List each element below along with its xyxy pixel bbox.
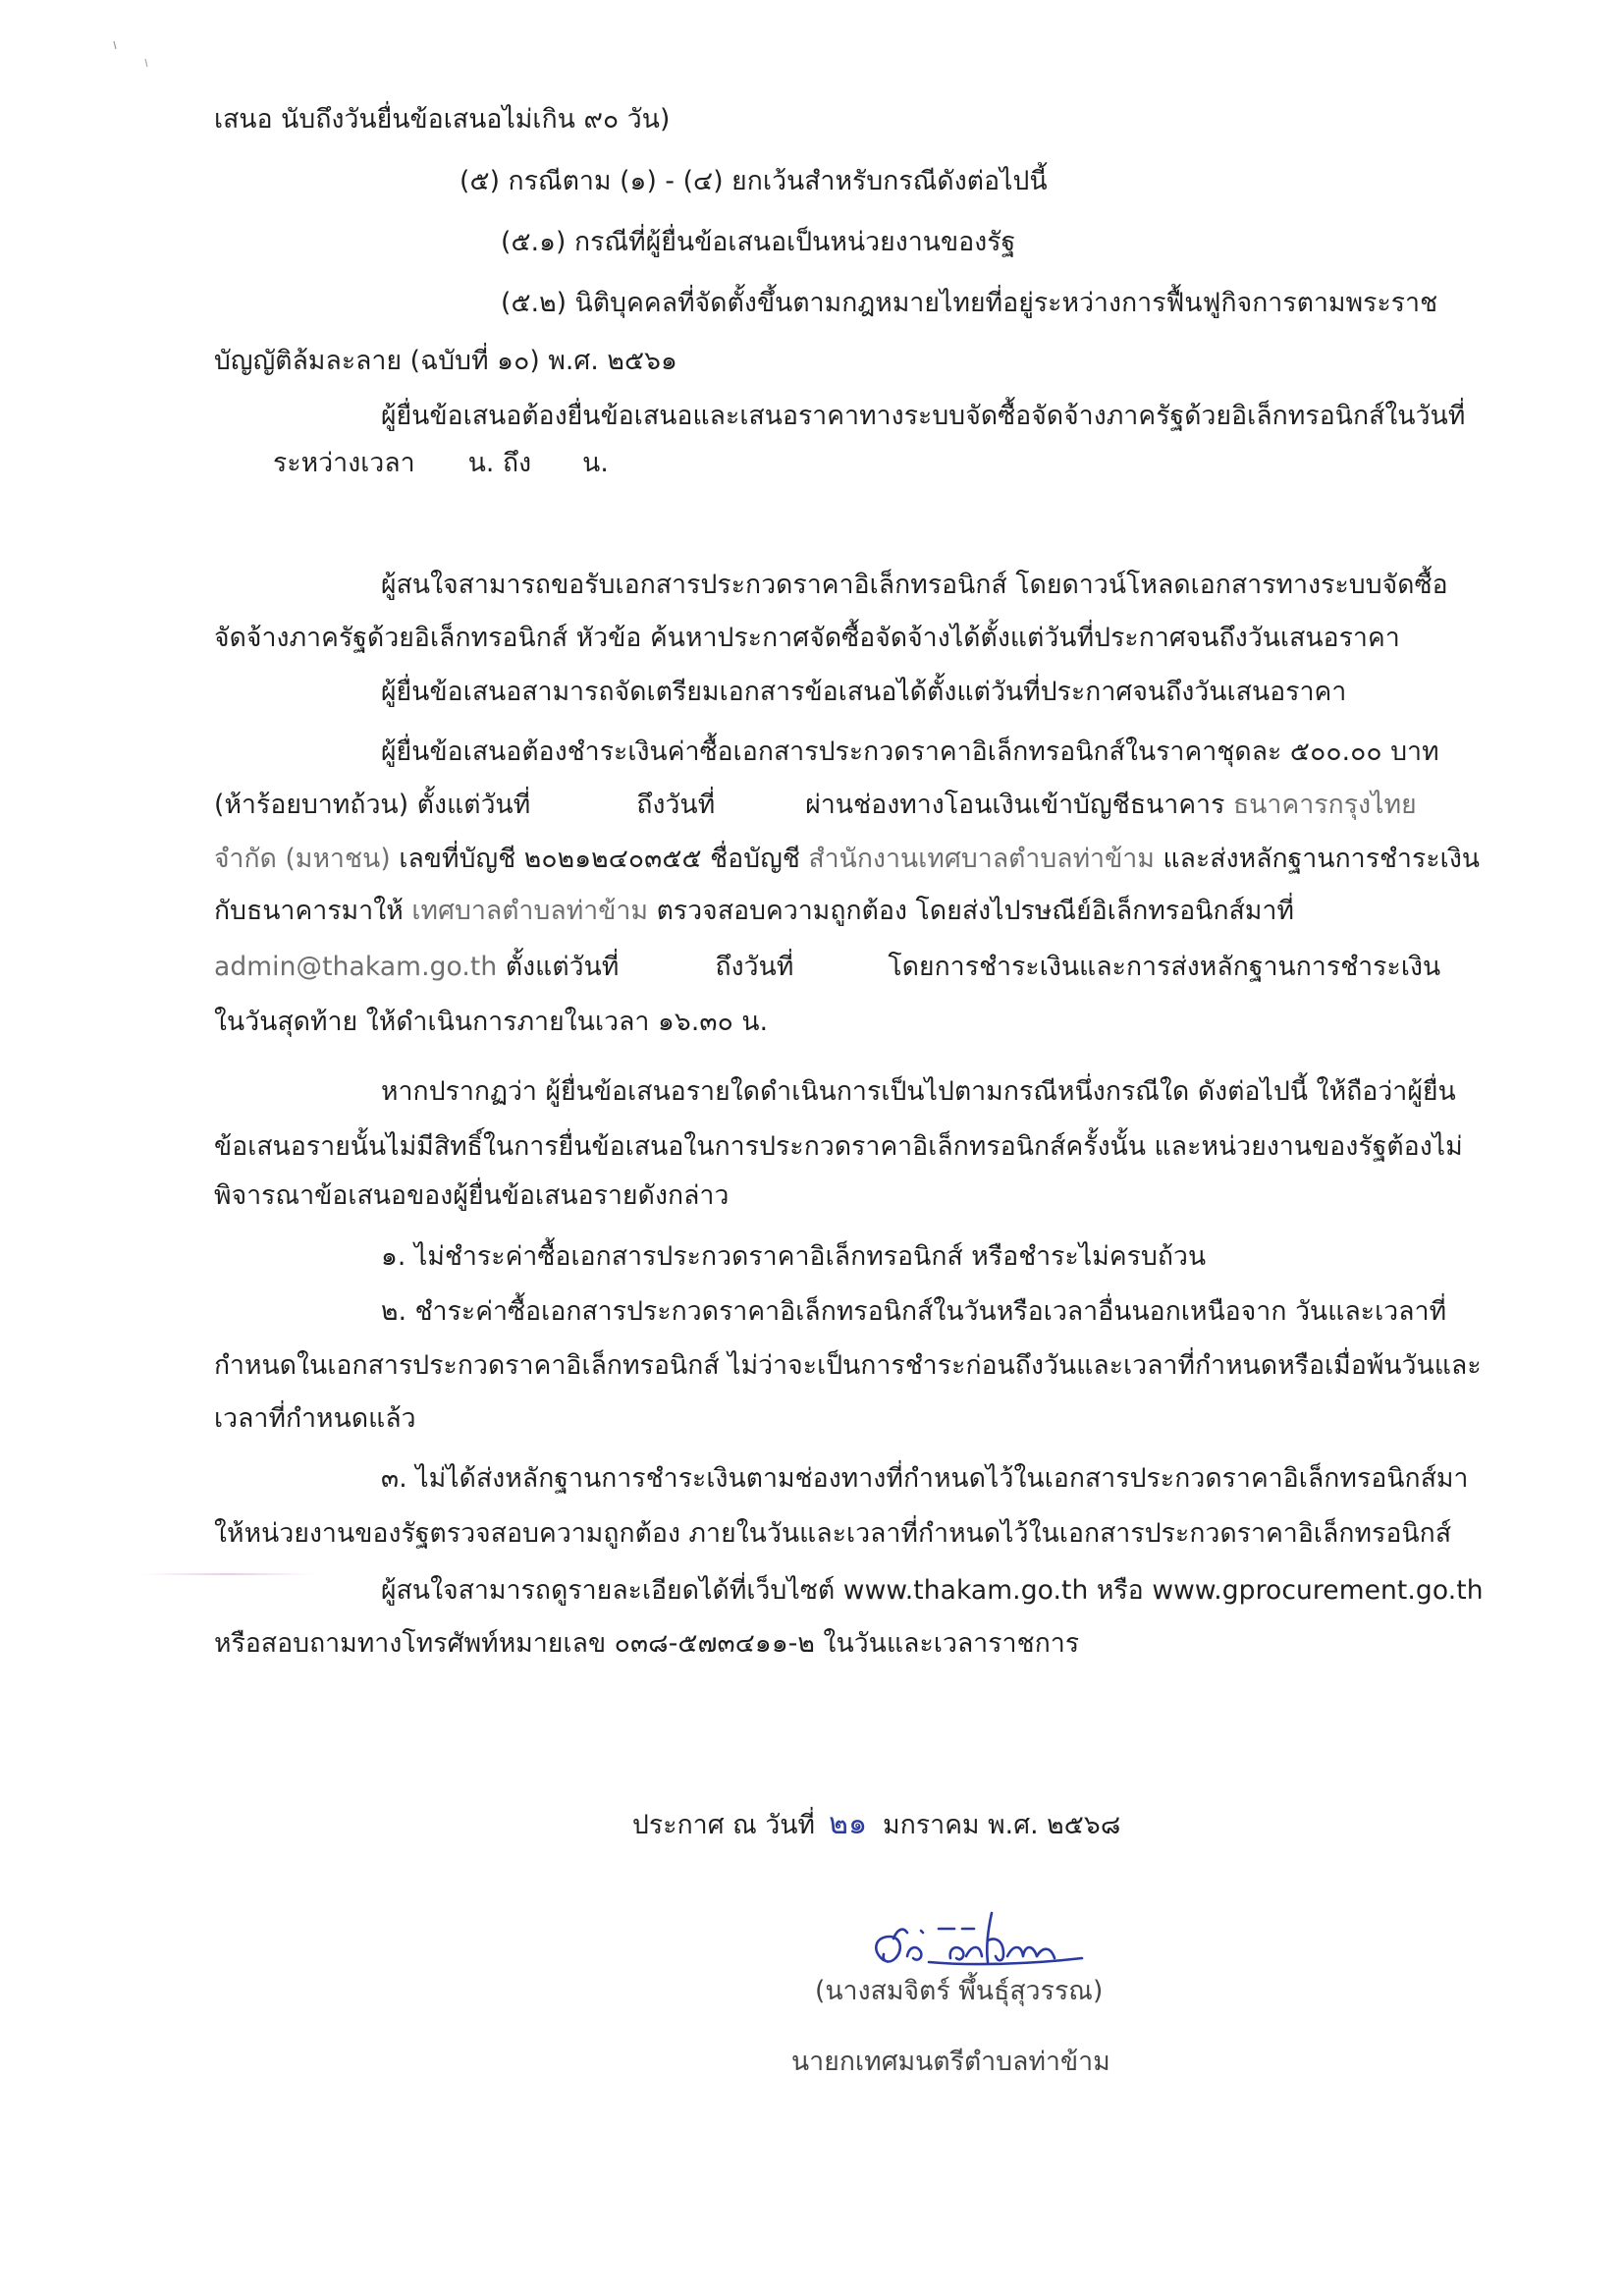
text-line-5: บัญญัติล้มละลาย (ฉบับที่ ๑๐) พ.ศ. ๒๕๖๑ <box>214 346 677 376</box>
signature-image <box>864 1901 1119 1978</box>
text-line-25: ให้หน่วยงานของรัฐตรวจสอบความถูกต้อง ภายในวันและเวลาที่กำหนดไว้ในเอกสารประกวดราคาอิเล็กทรอนิกส์ <box>214 1518 1452 1549</box>
time-range-label: ระหว่างเวลา <box>273 448 415 478</box>
verify-email-label: ตรวจสอบความถูกต้อง โดยส่งไปรษณีย์อิเล็กทรอนิกส์มาที่ <box>656 896 1295 926</box>
text-line-19: พิจารณาข้อเสนอของผู้ยื่นข้อเสนอรายดังกล่าว <box>214 1180 730 1211</box>
signatory-position: นายกเทศมนตรีตำบลท่าข้าม <box>791 2047 1110 2077</box>
text-line-14 <box>214 892 1294 931</box>
time-unit-label: น. <box>582 448 609 478</box>
text-line-18: ข้อเสนอรายนั้นไม่มีสิทธิ์ในการยื่นข้อเสนอในการประกวดราคาอิเล็กทรอนิกส์ครั้งนั้น และหน่วยงานของรัฐต้องไม่ <box>214 1131 1463 1162</box>
scan-speck-mark <box>108 37 157 77</box>
account-name: สำนักงานเทศบาลตำบลท่าข้าม <box>808 844 1155 874</box>
fee-to-label: ถึงวันที่ <box>636 790 716 820</box>
text-line-21: ๒. ชำระค่าซื้อเอกสารประกวดราคาอิเล็กทรอนิกส์ในวันหรือเวลาอื่นนอกเหนือจาก วันและเวลาที่ <box>381 1296 1447 1327</box>
announcement-month-year: มกราคม พ.ศ. ๒๕๖๘ <box>883 1810 1121 1840</box>
fee-from-label: (ห้าร้อยบาทถ้วน) ตั้งแต่วันที่ <box>214 790 531 820</box>
send-evidence-label: และส่งหลักฐานการชำระเงิน <box>1163 844 1481 874</box>
announcement-prefix: ประกาศ ณ วันที่ <box>632 1810 816 1840</box>
text-line-1: เสนอ นับถึงวันยื่นข้อเสนอไม่เกิน ๙๐ วัน) <box>214 104 671 135</box>
bank-name: ธนาคารกรุงไทย <box>1233 790 1417 820</box>
text-line-3: (๕.๑) กรณีที่ผู้ยื่นข้อเสนอเป็นหน่วยงานของรัฐ <box>501 227 1016 257</box>
account-number: เลขที่บัญชี ๒๐๒๑๒๔๐๓๕๕ ชื่อบัญชี <box>399 844 800 874</box>
text-line-20: ๑. ไม่ชำระค่าซื้อเอกสารประกวดราคาอิเล็กทรอนิกส์ หรือชำระไม่ครบถ้วน <box>381 1241 1207 1272</box>
signatory-name: (นางสมจิตร์ พึ้นธุ์สุวรรณ) <box>815 1976 1104 2006</box>
text-line-17: หากปรากฏว่า ผู้ยื่นข้อเสนอรายใดดำเนินการเป็นไปตามกรณีหนึ่งกรณีใด ดังต่อไปนี้ ให้ถือว่าผู้ยื่น <box>381 1076 1456 1107</box>
text-line-26: ผู้สนใจสามารถดูรายละเอียดได้ที่เว็บไซต์ www.thakam.go.th หรือ www.gprocurement.go.th <box>381 1575 1484 1606</box>
text-line-4: (๕.๒) นิติบุคคลที่จัดตั้งขึ้นตามกฎหมายไทยที่อยู่ระหว่างการฟื้นฟูกิจการตามพระราช <box>501 288 1438 318</box>
text-line-8: ผู้สนใจสามารถขอรับเอกสารประกวดราคาอิเล็กทรอนิกส์ โดยดาวน์โหลดเอกสารทางระบบจัดซื้อ <box>381 570 1448 600</box>
text-line-7 <box>273 444 609 483</box>
email-to-label: ถึงวันที่ <box>715 952 794 982</box>
bank-transfer-label: ผ่านช่องทางโอนเงินเข้าบัญชีธนาคาร <box>805 790 1225 820</box>
text-line-6: ผู้ยื่นข้อเสนอต้องยื่นข้อเสนอและเสนอราคาทางระบบจัดซื้อจัดจ้างภาครัฐด้วยอิเล็กทรอนิกส์ในวันที่ <box>381 401 1466 431</box>
text-line-27: หรือสอบถามทางโทรศัพท์หมายเลข ๐๓๘-๕๗๓๔๑๑-๒ ในวันและเวลาราชการ <box>214 1628 1080 1659</box>
bank-name-suffix: จำกัด (มหาชน) <box>214 844 391 874</box>
text-line-23: เวลาที่กำหนดแล้ว <box>214 1403 416 1434</box>
text-line-13 <box>214 840 1480 879</box>
text-line-16: ในวันสุดท้าย ให้ดำเนินการภายในเวลา ๑๖.๓๐ น. <box>214 1007 769 1037</box>
faint-scan-line <box>142 1573 314 1575</box>
announcement-day: ๒๑ <box>829 1807 868 1841</box>
payment-note: โดยการชำระเงินและการส่งหลักฐานการชำระเงิน <box>888 952 1441 982</box>
time-to-label: น. ถึง <box>467 448 532 478</box>
send-to-label: กับธนาคารมาให้ <box>214 896 404 926</box>
text-line-9: จัดจ้างภาครัฐด้วยอิเล็กทรอนิกส์ หัวข้อ ค้นหาประกาศจัดซื้อจัดจ้างได้ตั้งแต่วันที่ประกาศจนถึงวันเสนอราคา <box>214 623 1400 653</box>
text-line-15 <box>214 948 1440 987</box>
text-line-10: ผู้ยื่นข้อเสนอสามารถจัดเตรียมเอกสารข้อเสนอได้ตั้งแต่วันที่ประกาศจนถึงวันเสนอราคา <box>381 677 1347 707</box>
email-address: admin@thakam.go.th <box>214 952 498 982</box>
text-line-22: กำหนดในเอกสารประกวดราคาอิเล็กทรอนิกส์ ไม่ว่าจะเป็นการชำระก่อนถึงวันและเวลาที่กำหนดหรือเมื่อพ้นวันและ <box>214 1350 1482 1381</box>
email-from-label: ตั้งแต่วันที่ <box>505 952 620 982</box>
text-line-11: ผู้ยื่นข้อเสนอต้องชำระเงินค่าซื้อเอกสารประกวดราคาอิเล็กทรอนิกส์ในราคาชุดละ ๕๐๐.๐๐ บาท <box>381 737 1439 767</box>
municipality-name: เทศบาลตำบลท่าข้าม <box>411 896 649 926</box>
text-line-12 <box>214 786 1417 825</box>
text-line-2: (๕) กรณีตาม (๑) - (๔) ยกเว้นสำหรับกรณีดังต่อไปนี้ <box>460 166 1048 196</box>
text-line-24: ๓. ไม่ได้ส่งหลักฐานการชำระเงินตามช่องทางที่กำหนดไว้ในเอกสารประกวดราคาอิเล็กทรอนิกส์มา <box>381 1463 1469 1494</box>
announcement-date <box>632 1805 1120 1845</box>
